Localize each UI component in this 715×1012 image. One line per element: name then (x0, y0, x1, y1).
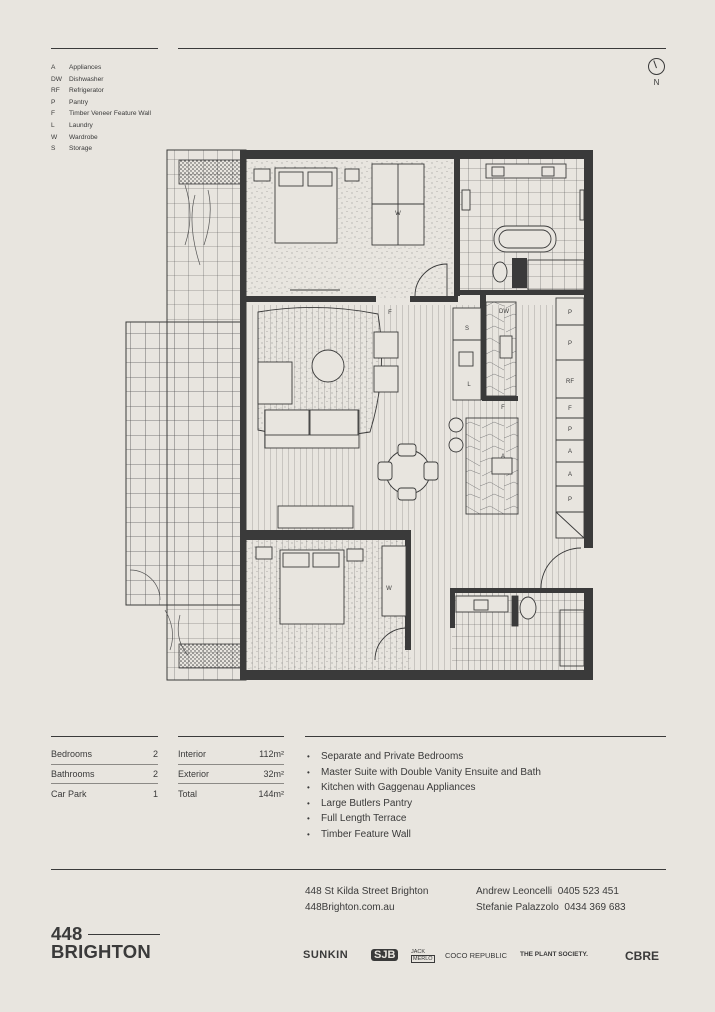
partner-jack-merlo-logo: JACK MERLO (411, 949, 433, 962)
stat-row: Exterior 32m² (178, 765, 284, 785)
address (305, 884, 428, 916)
feature-item: • Separate and Private Bedrooms (307, 751, 464, 762)
plan-label-a2: A (567, 472, 573, 478)
stats-left (51, 745, 158, 804)
partner-logos (303, 948, 666, 964)
terrace (126, 150, 246, 680)
legend-row: A Appliances (51, 64, 102, 71)
plan-label-p2: P (567, 341, 573, 347)
legend-row: L Laundry (51, 121, 93, 129)
feature-item: • Timber Feature Wall (307, 828, 411, 840)
legend-row: DW Dishwasher (51, 75, 104, 83)
stat-row: Total 144m² (178, 788, 284, 799)
plan-label-a3: A (500, 454, 506, 460)
feature-item: • Large Butlers Pantry (307, 797, 413, 809)
plan-label-l: L (467, 382, 471, 388)
plan-label-p3: P (567, 427, 573, 433)
website-link[interactable]: 448Brighton.com.au (305, 902, 395, 913)
partner-sjb-logo: SJB (371, 949, 398, 961)
plan-label-f2: F (501, 405, 505, 411)
stat-row: Bedrooms 2 (51, 745, 158, 765)
agent-row: Andrew Leoncelli 0405 523 451 (476, 886, 619, 897)
plan-label-p4: P (567, 497, 573, 503)
features-list (307, 749, 541, 842)
features-top-rule (305, 736, 666, 737)
plan-label-w2: W (386, 586, 392, 592)
legend-row: RF Refrigerator (51, 87, 104, 95)
partner-sunkin-logo: SUNKIN (303, 949, 349, 961)
plan-label-s: S (464, 326, 470, 332)
stats-right (178, 745, 284, 804)
plan-label-f3: F (568, 406, 572, 412)
stats-top-rule-2 (178, 736, 284, 737)
agent-phone[interactable]: 0434 369 683 (564, 902, 626, 913)
stats-top-rule (51, 736, 158, 737)
legend-row: F Timber Veneer Feature Wall (51, 110, 151, 118)
legend-row: P Pantry (51, 98, 89, 106)
partner-coco-republic-logo: COCO REPUBLIC (445, 951, 508, 960)
feature-item: • Full Length Terrace (307, 813, 407, 824)
feature-item: • Master Suite with Double Vanity Ensuite and Bath (307, 766, 541, 778)
agents (476, 884, 626, 916)
partner-cbre-logo: CBRE (625, 949, 660, 963)
footer-top-rule (51, 869, 666, 870)
agent-phone[interactable]: 0405 523 451 (557, 886, 619, 897)
legend-row: S Storage (51, 145, 93, 153)
partner-plant-society-logo: THE PLANT SOCIETY. (520, 951, 588, 958)
plan-label-a1: A (567, 449, 573, 455)
plan-label-dw: DW (499, 309, 509, 315)
feature-item: • Kitchen with Gaggenau Appliances (307, 782, 476, 793)
stat-row: Bathrooms 2 (51, 765, 158, 785)
agent-row: Stefanie Palazzolo 0434 369 683 (476, 902, 626, 913)
legend-row: W Wardrobe (51, 133, 98, 141)
plan-label-w1: W (395, 211, 401, 217)
plan-label-rf: RF (566, 379, 574, 385)
compass-label: N (653, 78, 660, 87)
address-line: 448 St Kilda Street Brighton (305, 886, 429, 897)
stat-row: Interior 112m² (178, 745, 284, 765)
plan-label-f1: F (388, 310, 392, 316)
stat-row: Car Park 1 (51, 788, 158, 799)
plan-label-p1: P (567, 310, 573, 316)
brand-logo: 448 BRIGHTON (51, 925, 151, 961)
